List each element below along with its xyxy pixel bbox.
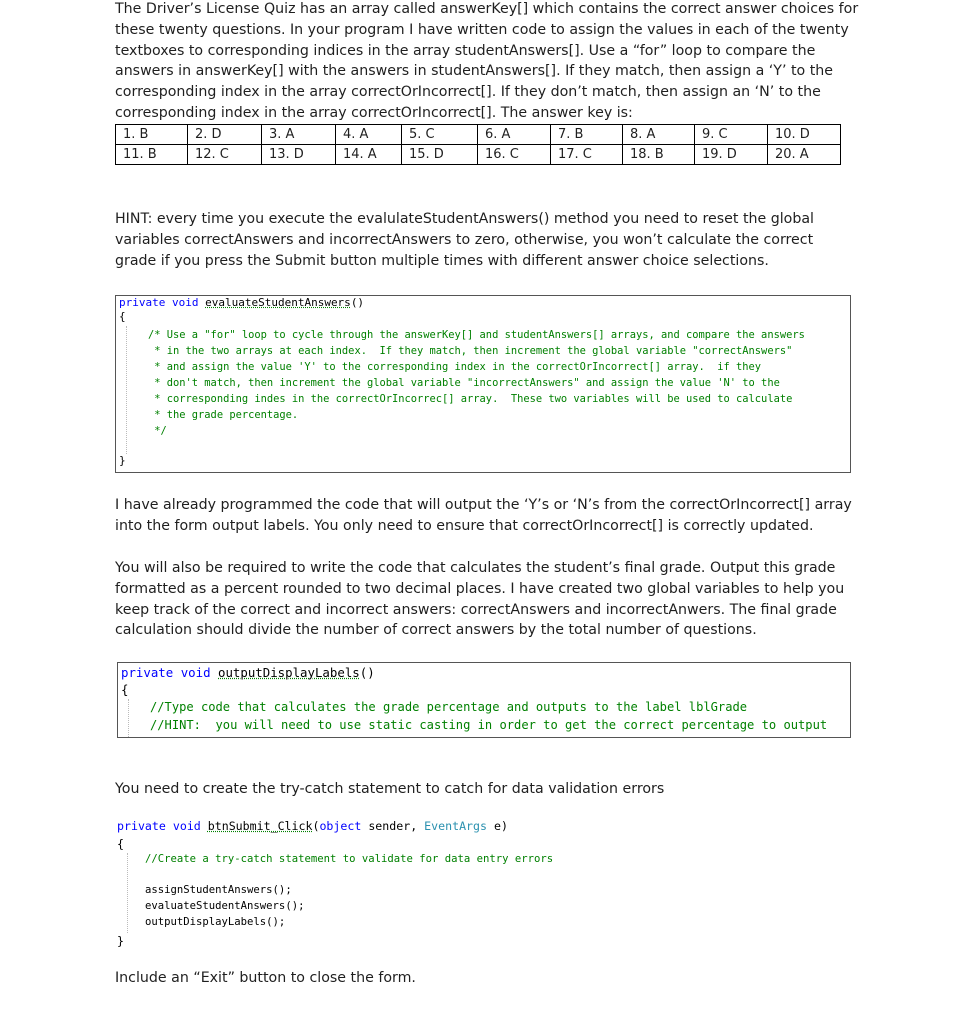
answer-key-cell: 3. A (262, 125, 336, 145)
answer-key-cell: 19. D (695, 145, 768, 165)
comment-line: /* Use a "for" loop to cycle through the answerKey[] and studentAnswers[] arrays, and compare the answers (148, 329, 805, 341)
answer-key-cell: 11. B (116, 145, 188, 165)
answer-key-cell: 12. C (188, 145, 262, 165)
hint-line: grade if you press the Submit button multiple times with different answer choice selections. (115, 252, 769, 269)
trycatch-paragraph (115, 779, 850, 800)
table-row (116, 145, 841, 165)
grade-line: calculation should divide the number of correct answers by the total number of questions. (115, 622, 757, 639)
answer-key-table (115, 124, 841, 165)
intro-line: textboxes to corresponding indices in the array studentAnswers[]. Use a “for” loop to compare the (115, 42, 816, 59)
exit-line: Include an “Exit” button to close the form. (115, 970, 416, 986)
method-name: evaluateStudentAnswers (205, 296, 351, 309)
answer-key-cell: 15. D (402, 145, 478, 165)
hint-paragraph (115, 209, 850, 271)
method-signature (119, 296, 364, 310)
answer-key-cell: 20. A (768, 145, 841, 165)
open-brace: { (117, 837, 124, 851)
indent-guide (127, 853, 128, 933)
exit-paragraph (115, 968, 850, 989)
hint-line: variables correctAnswers and incorrectAnswers to zero, otherwise, you won’t calculate the correct (115, 231, 814, 248)
comment-line: //HINT: you will need to use static casting in order to get the correct percentage to output (150, 718, 828, 732)
param-name: e) (487, 819, 508, 833)
answer-key-cell: 1. B (116, 125, 188, 145)
method-name: btnSubmit_Click (207, 819, 313, 833)
answer-key-cell: 6. A (478, 125, 551, 145)
answer-key-cell: 7. B (551, 125, 623, 145)
param-type: EventArgs (424, 819, 487, 833)
intro-line: answers in answerKey[] with the answers in studentAnswers[]. If they match, then assign a ‘Y’ to the (115, 63, 834, 80)
code-line: outputDisplayLabels(); (145, 916, 286, 928)
method-signature (121, 664, 375, 681)
submit-signature (117, 818, 508, 834)
comment-line: //Type code that calculates the grade percentage and outputs to the label lblGrade (150, 700, 748, 714)
param-name: sender, (361, 819, 425, 833)
indent-guide (128, 699, 129, 737)
answer-key-cell: 13. D (262, 145, 336, 165)
trycatch-line: You need to create the try-catch statement to catch for data validation errors (115, 781, 665, 797)
already-line: into the form output labels. You only need to ensure that correctOrIncorrect[] is correctly updated. (115, 517, 814, 534)
comment-line: * the grade percentage. (148, 409, 299, 421)
comment-line: * don't match, then increment the global variable "incorrectAnswers" and assign the value 'N' to the (148, 377, 780, 389)
answer-key-cell: 16. C (478, 145, 551, 165)
parens: () (359, 665, 375, 680)
intro-line: these twenty questions. In your program I have written code to assign the values in each of the twenty (115, 21, 849, 38)
indent-guide (126, 326, 127, 454)
grade-paragraph (115, 558, 850, 641)
comment-line: //Create a try-catch statement to validate for data entry errors (145, 853, 554, 865)
keyword: private (119, 296, 166, 309)
code-line: assignStudentAnswers(); (145, 884, 292, 896)
answer-key-cell: 2. D (188, 125, 262, 145)
grade-line: keep track of the correct and incorrect answers: correctAnswers and incorrectAnwers. The final grade (115, 601, 837, 618)
hint-line: HINT: every time you execute the evalulateStudentAnswers() method you need to reset the global (115, 211, 815, 227)
answer-key-cell: 17. C (551, 145, 623, 165)
grade-line: formatted as a percent rounded to two decimal places. I have created two global variables to help you (115, 580, 845, 597)
answer-key-cell: 9. C (695, 125, 768, 145)
code-block-output (117, 662, 851, 738)
answer-key-cell: 5. C (402, 125, 478, 145)
keyword: void (171, 296, 199, 309)
answer-key-cell: 10. D (768, 125, 841, 145)
answer-key-cell: 14. A (336, 145, 402, 165)
method-name: outputDisplayLabels (218, 665, 360, 680)
intro-line: The Driver’s License Quiz has an array called answerKey[] which contains the correct answer choices for (115, 1, 859, 17)
already-paragraph (115, 495, 850, 537)
keyword: private (117, 819, 166, 833)
comment-line: * corresponding indes in the correctOrIncorrec[] array. These two variables will be used to calculate (148, 393, 793, 405)
open-brace: { (121, 682, 129, 697)
intro-line: corresponding index in the array correctOrIncorrect[]. The answer key is: (115, 104, 633, 121)
keyword: private (121, 665, 174, 680)
answer-key-cell: 4. A (336, 125, 402, 145)
comment-line: * and assign the value 'Y' to the corresponding index in the correctOrIncorrect[] array. if they (148, 361, 762, 373)
comment-line: */ (148, 425, 167, 437)
close-brace: } (117, 934, 124, 948)
code-block-evaluate (115, 295, 851, 473)
open-paren: ( (312, 819, 320, 833)
already-line: I have already programmed the code that will output the ‘Y’s or ‘N’s from the correctOrIncorrect[] array (115, 497, 852, 513)
grade-line: You will also be required to write the code that calculates the student’s final grade. Output this grade (115, 560, 836, 576)
intro-paragraph (115, 0, 859, 124)
intro-line: corresponding index in the array correctOrIncorrect[]. If they don’t match, then assign an ‘N’ to the (115, 84, 821, 101)
close-brace: } (119, 454, 126, 467)
keyword: void (172, 819, 201, 833)
parens: () (350, 296, 365, 309)
keyword: void (180, 665, 211, 680)
code-line: evaluateStudentAnswers(); (145, 900, 305, 912)
answer-key-cell: 18. B (623, 145, 695, 165)
comment-line: * in the two arrays at each index. If they match, then increment the global variable "correctAnswers" (148, 345, 793, 357)
param-type: object (319, 819, 362, 833)
table-row (116, 125, 841, 145)
open-brace: { (119, 310, 126, 323)
answer-key-cell: 8. A (623, 125, 695, 145)
